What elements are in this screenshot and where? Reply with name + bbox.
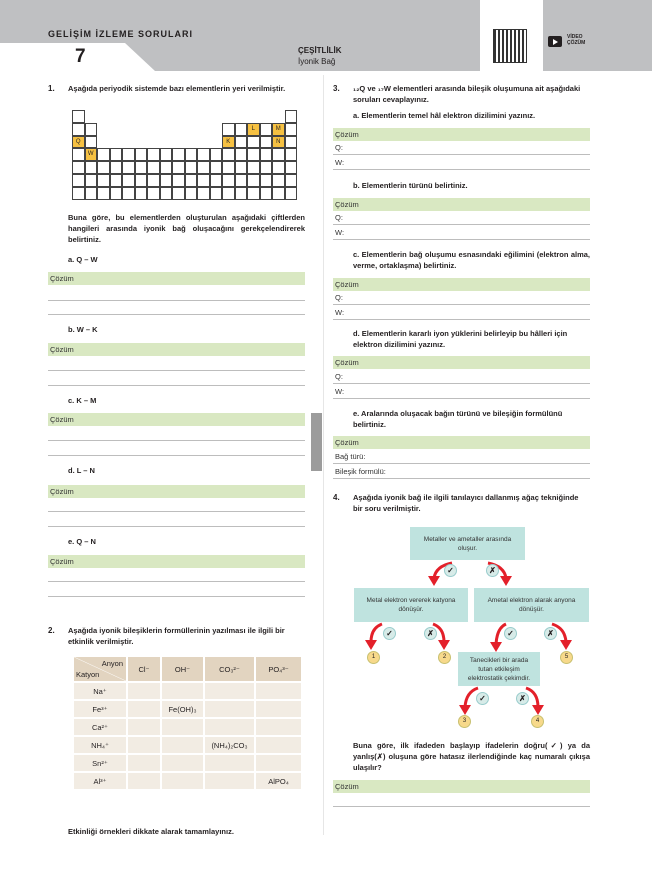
example-cell: Fe(OH)₃ [161, 700, 204, 718]
cation-cell: Ca²⁺ [73, 718, 127, 736]
element-W: W [85, 148, 98, 161]
solution-bar: Çözüm [48, 555, 305, 568]
solution-bar: Çözüm [48, 343, 305, 356]
exit-4: 4 [531, 715, 544, 728]
video-label: VİDEO [567, 34, 583, 40]
check-icon: ✓ [444, 564, 457, 577]
solution-bar: Çözüm [48, 272, 305, 285]
solution-label: ÇÖZÜM [567, 40, 586, 46]
pair-e: e. Q – N [68, 537, 96, 546]
element-N: N [272, 136, 285, 149]
pair-c: c. K – M [68, 396, 97, 405]
question-number: 2. [48, 626, 55, 635]
subquestion-e: e. Aralarında oluşacak bağın türünü ve bileşiğin formülünü belirtiniz. [353, 409, 563, 429]
cross-icon: ✗ [486, 564, 499, 577]
cross-icon: ✗ [516, 692, 529, 705]
cation-cell: NH₄⁺ [73, 736, 127, 754]
w-label: W: [335, 387, 345, 396]
solution-bar: Çözüm [333, 128, 590, 141]
anion-label: Anyon [101, 659, 123, 668]
question-number: 3. [333, 84, 340, 93]
category: ÇEŞİTLİLİK [298, 46, 342, 55]
pair-a: a. Q – W [68, 255, 98, 264]
pair-d: d. L – N [68, 466, 95, 475]
element-L: L [247, 123, 260, 136]
subquestion-d: d. Elementlerin kararlı iyon yüklerini belirleyip bu hâlleri için elektron dizilimini yazınız. [353, 329, 568, 349]
subquestion-a: a. Elementlerin temel hâl elektron dizilimini yazınız. [353, 111, 536, 120]
solution-bar: Çözüm [48, 485, 305, 498]
element-M: M [272, 123, 285, 136]
cation-cell: Fe³⁺ [73, 700, 127, 718]
q-label: Q: [335, 143, 343, 152]
table-instruction: Etkinliği örnekleri dikkate alarak tamamlayınız. [68, 827, 234, 836]
question-text: Aşağıda iyonik bağ ile ilgili tanılayıcı dallanmış ağaç tekniğinde bir soru verilmiştir. [353, 493, 579, 513]
exit-3: 3 [458, 715, 471, 728]
question-number: 1. [48, 84, 55, 93]
check-icon: ✓ [476, 692, 489, 705]
w-label: W: [335, 158, 345, 167]
exit-5: 5 [560, 651, 573, 664]
element-Q: Q [72, 136, 85, 149]
tree-node-bottom: Tanecikleri bir arada tutan etkileşim elektrostatik çekimdir. [458, 652, 540, 686]
tree-node-left: Metal elektron vererek katyona dönüşür. [354, 588, 468, 622]
anion-header: Cl⁻ [127, 656, 161, 682]
solution-bar: Çözüm [48, 413, 305, 426]
solution-bar: Çözüm [333, 356, 590, 369]
pair-b: b. W – K [68, 325, 98, 334]
solution-bar: Çözüm [333, 780, 590, 793]
question-prompt: Buna göre, ilk ifadeden başlayıp ifadelerin doğru(✓) ya da yanlış(✗) oluşuna göre hatasız ilerlendiğinde kaç numaralı çıkışa ulaşılır? [353, 741, 590, 772]
check-icon: ✓ [504, 627, 517, 640]
w-label: W: [335, 308, 345, 317]
solution-bar: Çözüm [333, 436, 590, 449]
question-prompt: Buna göre, bu elementlerden oluşturulan aşağıdaki çiftlerden hangileri arasında iyonik bağ oluşacağını gerekçelendirerek belirtiniz. [68, 213, 305, 244]
q-label: Q: [335, 213, 343, 222]
check-icon: ✓ [383, 627, 396, 640]
question-number: 4. [333, 493, 340, 502]
example-cell: (NH₄)₂CO₃ [204, 736, 255, 754]
cation-cell: Sn²⁺ [73, 754, 127, 772]
subquestion-c: c. Elementlerin bağ oluşumu esnasındaki eğilimini (elektron alma, verme, ortaklaşma) belirtiniz. [353, 250, 590, 270]
anion-header: CO₃²⁻ [204, 656, 255, 682]
cation-label: Katyon [76, 670, 100, 679]
arrow-icon [371, 624, 382, 642]
element-K: K [222, 136, 235, 149]
test-number: 7 [75, 46, 86, 67]
question-text: ₁₂Q ve ₁₇W elementleri arasında bileşik oluşumuna ait aşağıdaki soruları cevaplayınız. [353, 84, 581, 104]
answer-line[interactable] [333, 806, 590, 807]
series-title: GELİŞİM İZLEME SORULARI [48, 29, 194, 39]
example-cell: AlPO₄ [255, 772, 302, 790]
formula-label: Bileşik formülü: [335, 467, 386, 476]
exit-1: 1 [367, 651, 380, 664]
w-label: W: [335, 228, 345, 237]
subquestion-b: b. Elementlerin türünü belirtiniz. [353, 181, 468, 190]
q-label: Q: [335, 372, 343, 381]
anion-header: PO₄³⁻ [255, 656, 302, 682]
question-text: Aşağıda iyonik bileşiklerin formüllerinin yazılması ile ilgili bir etkinlik verilmiştir. [68, 626, 285, 646]
q-label: Q: [335, 293, 343, 302]
cation-cell: Na⁺ [73, 682, 127, 700]
exit-2: 2 [438, 651, 451, 664]
solution-bar: Çözüm [333, 278, 590, 291]
tree-node-root: Metaller ve ametaller arasında oluşur. [410, 527, 525, 560]
cross-icon: ✗ [424, 627, 437, 640]
bond-type-label: Bağ türü: [335, 452, 366, 461]
cross-icon: ✗ [544, 627, 557, 640]
tree-node-right: Ametal elektron alarak anyona dönüşür. [474, 588, 589, 622]
question-text: Aşağıda periyodik sistemde bazı elementlerin yeri verilmiştir. [68, 84, 286, 93]
topic: İyonik Bağ [298, 57, 336, 66]
solution-bar: Çözüm [333, 198, 590, 211]
anion-header: OH⁻ [161, 656, 204, 682]
cation-cell: Al³⁺ [73, 772, 127, 790]
